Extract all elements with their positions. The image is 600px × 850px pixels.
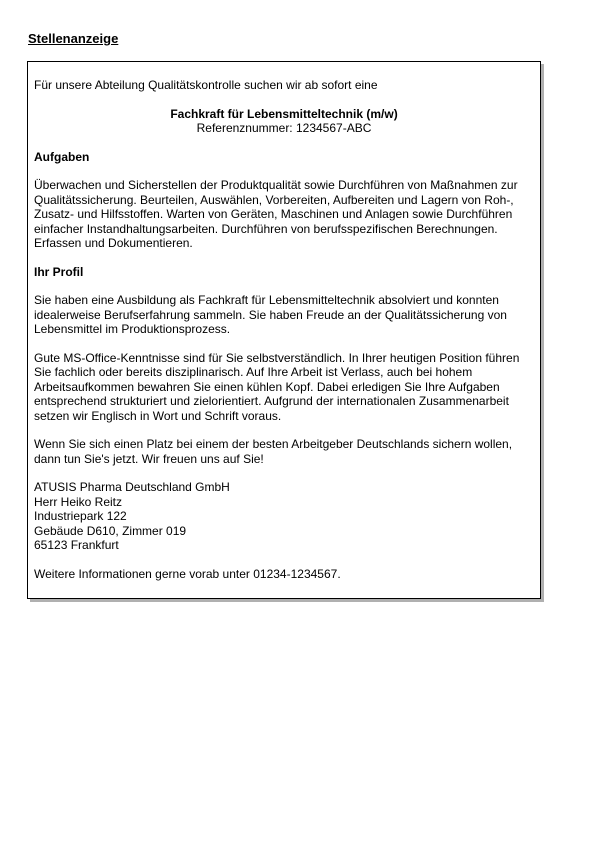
tasks-text: Überwachen und Sicherstellen der Produktqualität sowie Durchführen von Maßnahmen zur Qualitätssicherung. Beurteilen, Auswählen, Vorbereiten, Aufbereiten und Lagern von Roh-, Zusatz- und Hilfsstoffen. Warten von Geräten, Maschinen und Anlagen sowie Durchführen einfacher Instandhaltungsarbeiten. Durchführen von berufsspezifischen Berechnungen. Erfassen und Dokumentieren. — [34, 178, 518, 250]
contact-person: Herr Heiko Reitz — [34, 494, 123, 509]
profile-text-2: Gute MS-Office-Kenntnisse sind für Sie selbstverständlich. In Ihrer heutigen Position führen Sie fachlich oder bereits disziplinarisch. Auf Ihre Arbeit ist Verlass, auch bei hohem Arbeitsaufkommen bewahren Sie einen kühlen Kopf. Dabei erledigen Sie Ihre Aufgaben entsprechend strukturiert und zielorientiert. Aufgrund der internationalen Zusammenarbeit setzen wir Englisch in Wort und Schrift voraus. — [34, 350, 520, 423]
city-postcode: 65123 Frankfurt — [34, 538, 119, 552]
job-ad-box — [27, 61, 541, 599]
intro-text: Für unsere Abteilung Qualitätskontrolle suchen wir ab sofort eine — [34, 78, 378, 92]
tasks-heading: Aufgaben — [34, 149, 90, 164]
page-heading: Stellenanzeige — [28, 31, 119, 46]
contact-address — [34, 480, 534, 553]
street-address: Industriepark 122 — [34, 509, 127, 523]
closing-text: Wenn Sie sich einen Platz bei einem der besten Arbeitgeber Deutschlands sichern wollen, dann tun Sie's jetzt. Wir freuen uns auf Sie! — [34, 437, 513, 466]
job-title: Fachkraft für Lebensmitteltechnik (m/w) — [170, 106, 398, 121]
company-name: ATUSIS Pharma Deutschland GmbH — [34, 480, 230, 494]
more-info-text: Weitere Informationen gerne vorab unter 01234-1234567. — [34, 566, 341, 581]
title-block — [34, 107, 534, 136]
profile-text-1: Sie haben eine Ausbildung als Fachkraft für Lebensmitteltechnik absolviert und konnten idealerweise Berufserfahrung sammeln. Sie haben Freude an der Qualitätssicherung von Lebensmittel im Produktionsprozess. — [34, 293, 507, 336]
profile-heading: Ihr Profil — [34, 264, 84, 279]
reference-number: Referenznummer: 1234567-ABC — [196, 121, 372, 135]
building-room: Gebäude D610, Zimmer 019 — [34, 523, 187, 538]
